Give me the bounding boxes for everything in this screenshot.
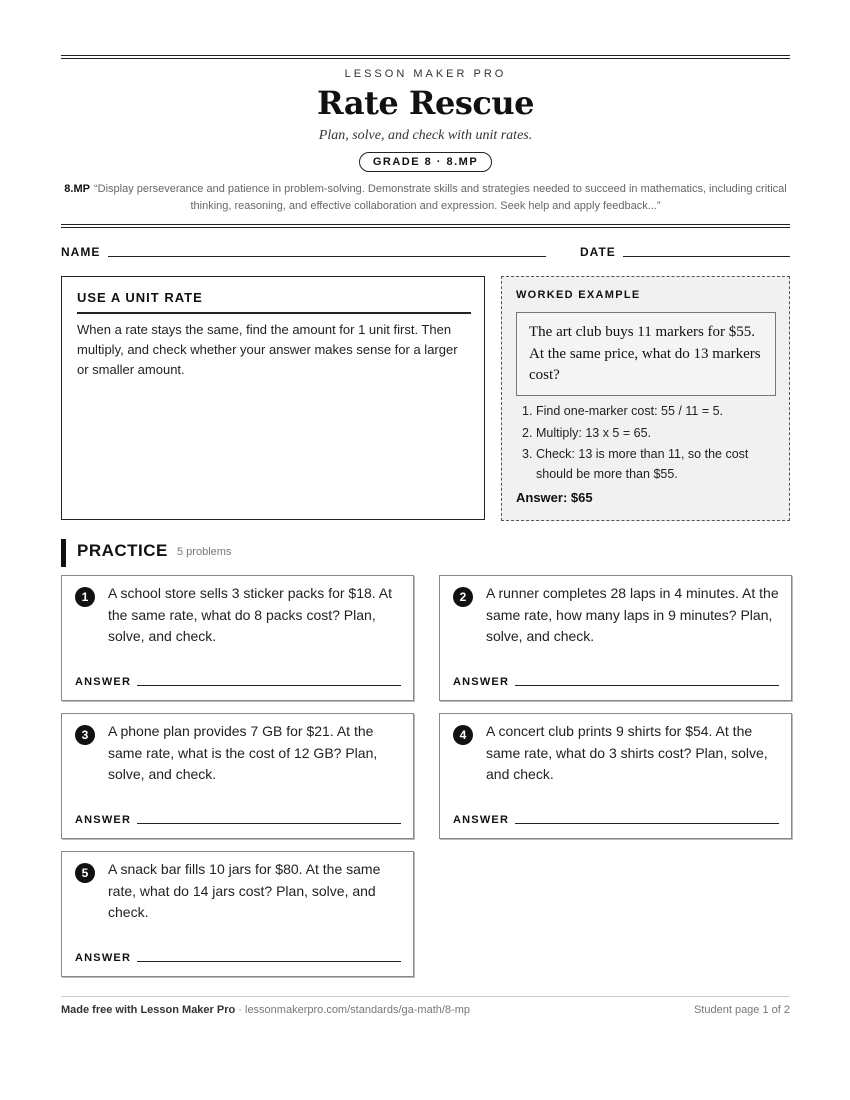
worked-example-heading: WORKED EXAMPLE — [516, 289, 641, 301]
worked-step: 3. Check: 13 is more than 11, so the cost should be more than $55. — [522, 447, 749, 481]
header-top-rule — [61, 55, 790, 59]
problem-number-badge: 4 — [453, 725, 473, 745]
brand-name: LESSON MAKER PRO — [344, 68, 507, 80]
answer-label: ANSWER — [75, 676, 132, 688]
unit-rate-divider — [77, 312, 471, 314]
grade-badge: GRADE 8 · 8.MP — [359, 152, 492, 172]
standard-code: 8.MP — [64, 183, 90, 195]
problem-text: A school store sells 3 sticker packs for $18. At the same rate, what do 8 packs cost? Plan, solve, and check. — [108, 585, 393, 644]
name-field[interactable] — [108, 256, 546, 257]
date-label: DATE — [580, 245, 616, 259]
problem-text: A runner completes 28 laps in 4 minutes. At the same rate, how many laps in 9 minutes? Plan, solve, and check. — [486, 585, 779, 644]
problem-text: A concert club prints 9 shirts for $54. At the same rate, what do 3 shirts cost? Plan, solve, and check. — [486, 723, 768, 782]
unit-rate-body: When a rate stays the same, find the amount for 1 unit first. Then multiply, and check whether your answer makes sense for a larger or smaller amount. — [77, 322, 458, 377]
answer-field[interactable] — [137, 961, 401, 962]
practice-problem-1 — [61, 575, 414, 701]
problem-number-badge: 1 — [75, 587, 95, 607]
answer-label: ANSWER — [75, 814, 132, 826]
answer-field[interactable] — [137, 685, 401, 686]
footer-divider — [61, 996, 790, 997]
problem-text: A phone plan provides 7 GB for $21. At the same rate, what is the cost of 12 GB? Plan, solve, and check. — [108, 723, 378, 782]
standard-text: “Display perseverance and patience in problem-solving. Demonstrate skills and strategies needed to succeed in mathematics, including critical thinking, reasoning, and effective collaboration and expression. Seek help and apply feedback...” — [93, 183, 787, 212]
unit-rate-heading: USE A UNIT RATE — [77, 290, 203, 305]
practice-problem-3 — [61, 713, 414, 839]
worked-example-problem: The art club buys 11 markers for $55. At the same price, what do 13 markers cost? — [516, 312, 776, 396]
answer-field[interactable] — [137, 823, 401, 824]
worksheet-subtitle: Plan, solve, and check with unit rates. — [318, 128, 533, 143]
problem-number-badge: 2 — [453, 587, 473, 607]
date-field[interactable] — [623, 256, 790, 257]
practice-count: 5 problems — [177, 546, 232, 558]
worked-example-answer: Answer: $65 — [516, 490, 593, 505]
name-label: NAME — [61, 245, 101, 259]
footer-link[interactable]: · lessonmakerpro.com/standards/ga-math/8-mp — [238, 1004, 470, 1016]
worked-step: 1. Find one-marker cost: 55 / 11 = 5. — [522, 404, 724, 418]
footer-page-number: Student page 1 of 2 — [693, 1004, 790, 1016]
practice-problem-5 — [61, 851, 414, 977]
unit-rate-box — [61, 276, 485, 520]
practice-accent-bar — [61, 539, 66, 567]
worked-example-box — [501, 276, 790, 521]
answer-field[interactable] — [515, 685, 779, 686]
footer-made-with: Made free with Lesson Maker Pro — [61, 1004, 236, 1016]
answer-field[interactable] — [515, 823, 779, 824]
practice-problem-2 — [439, 575, 792, 701]
answer-label: ANSWER — [453, 814, 510, 826]
worked-example-steps — [516, 402, 778, 486]
problem-number-badge: 3 — [75, 725, 95, 745]
problem-text: A snack bar fills 10 jars for $80. At the same rate, what do 14 jars cost? Plan, solve, and check. — [108, 861, 381, 920]
footer-credit — [61, 1004, 470, 1016]
answer-label: ANSWER — [453, 676, 510, 688]
standard-description — [61, 181, 790, 215]
worked-step: 2. Multiply: 13 x 5 = 65. — [522, 425, 651, 440]
practice-problem-4 — [439, 713, 792, 839]
answer-label: ANSWER — [75, 952, 132, 964]
worksheet-title: Rate Rescue — [317, 84, 534, 122]
problem-number-badge: 5 — [75, 863, 95, 883]
student-info-row — [61, 245, 790, 259]
practice-title: PRACTICE — [77, 541, 168, 560]
header-bottom-rule — [61, 224, 790, 228]
